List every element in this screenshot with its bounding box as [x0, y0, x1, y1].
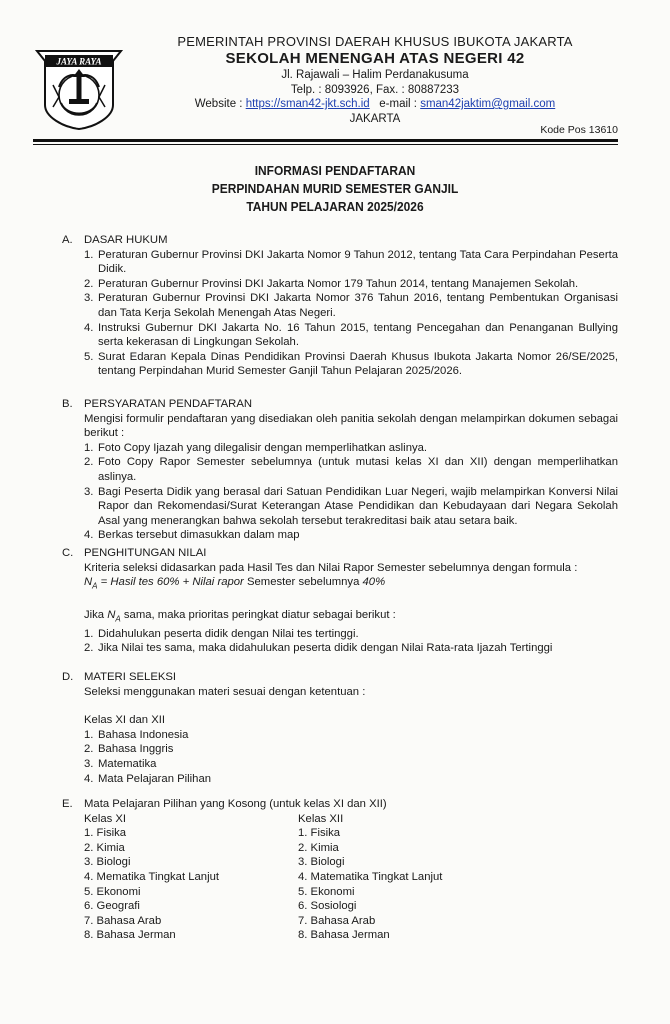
section-dasar-hukum: [62, 233, 618, 379]
section-intro: Seleksi menggunakan materi sesuai dengan ketentuan :: [84, 685, 366, 698]
list-item: 3. Peraturan Gubernur Provinsi DKI Jakarta Nomor 376 Tahun 2016, tentang Pembentukan Organisasi dan Tata Kerja Sekolah Menengah Atas Negeri.: [84, 292, 618, 319]
list-item: 3. Bagi Peserta Didik yang berasal dari Satuan Pendidikan Luar Negeri, wajib melampirkan Konversi Nilai Rapor dan Rekomendasi/Surat Keterangan Atase Pendidikan dan Kebudayaan dari Negara Sekolah Asal yang menerangkan bahwa sekolah tersebut terakreditasi baik atau setara baik.: [84, 485, 618, 527]
postal-code: Kode Pos 13610: [540, 124, 618, 136]
list-item: 8. Bahasa Jerman: [84, 929, 176, 942]
section-penghitungan-nilai: [62, 546, 618, 656]
section-letter: D.: [62, 671, 74, 683]
list-item: 2. Kimia: [84, 841, 125, 854]
section-title: PENGHITUNGAN NILAI: [84, 547, 207, 559]
section-intro: Mengisi formulir pendaftaran yang disediakan oleh panitia sekolah dengan melampirkan dokumen sebagai berikut :: [84, 412, 618, 440]
list-item: 4. Instruksi Gubernur DKI Jakarta No. 16 Tahun 2015, tentang Pencegahan dan Penanganan Bullying serta kekerasan di Lingkungan Sekolah.: [84, 321, 618, 349]
section-letter: B.: [62, 398, 73, 410]
title-line-1: INFORMASI PENDAFTARAN: [254, 163, 416, 178]
list-item: 3. Biologi: [298, 856, 345, 869]
header-divider-thick: [33, 139, 618, 142]
list-item: 1. Fisika: [84, 827, 127, 840]
email-link[interactable]: sman42jaktim@gmail.com: [420, 98, 556, 110]
website-label: Website :: [194, 98, 246, 110]
section-letter: C.: [62, 547, 74, 559]
section-heading: [62, 397, 618, 412]
list-item: 1. Foto Copy Ijazah yang dilegalisir dengan memperlihatkan aslinya.: [84, 441, 428, 454]
list-item: 1. Bahasa Indonesia: [84, 728, 189, 741]
list-item: 2. Bahasa Inggris: [84, 743, 174, 756]
requirements-list: [84, 441, 618, 543]
list-item: 2. Peraturan Gubernur Provinsi DKI Jakarta Nomor 179 Tahun 2014, tentang Manajemen Sekolah.: [84, 277, 579, 290]
list-item: 5. Surat Edaran Kepala Dinas Pendidikan Provinsi Daerah Khusus Ibukota Jakarta Nomor 26/SE/2025, tentang Perpindahan Murid Semester Ganjil Tahun Pelajaran 2025/2026.: [84, 350, 618, 378]
letterhead: [125, 34, 625, 126]
section-heading: [62, 546, 618, 561]
list-item: 1. Peraturan Gubernur Provinsi DKI Jakarta Nomor 9 Tahun 2012, tentang Tata Cara Perpindahan Peserta Didik.: [84, 248, 618, 276]
class-xi-column: [84, 812, 298, 943]
list-item: 8. Bahasa Jerman: [298, 929, 390, 942]
list-item: 7. Bahasa Arab: [84, 914, 162, 927]
government-name: PEMERINTAH PROVINSI DAERAH KHUSUS IBUKOTA JAKARTA: [177, 34, 573, 49]
elective-columns: [84, 812, 618, 943]
list-item: 5. Ekonomi: [298, 885, 355, 898]
column-label: Kelas XI: [84, 812, 127, 825]
list-item: 2. Kimia: [298, 841, 339, 854]
list-item: 4. Mata Pelajaran Pilihan: [84, 772, 212, 785]
list-item: 1. Fisika: [298, 827, 341, 840]
email-label: e-mail :: [379, 98, 421, 110]
svg-text:JAYA RAYA: JAYA RAYA: [56, 56, 102, 67]
list-item: 4. Matematika Tingkat Lanjut: [298, 870, 443, 883]
header-divider-thin: [33, 144, 618, 145]
title-line-2: PERPINDAHAN MURID SEMESTER GANJIL: [211, 181, 459, 196]
class-xii-column: [298, 812, 512, 943]
contact-line: [125, 97, 625, 112]
list-item: 7. Bahasa Arab: [298, 914, 376, 927]
list-item: 6. Geografi: [84, 900, 140, 913]
list-item: 2. Foto Copy Rapor Semester sebelumnya (untuk mutasi kelas XI dan XII) dengan memperlihatkan aslinya.: [84, 456, 618, 483]
school-phone: Telp. : 8093926, Fax. : 80887233: [290, 83, 460, 96]
section-heading: [62, 797, 618, 812]
subjects-list: [84, 728, 618, 786]
website-link[interactable]: https://sman42-jkt.sch.id: [245, 98, 370, 110]
score-formula: $N_A$ = Hasil tes 60% + Nilai rapor Semester sebelumnya 40%: [84, 576, 386, 591]
school-name: SEKOLAH MENENGAH ATAS NEGERI 42: [225, 50, 525, 67]
section-heading: [62, 670, 618, 685]
section-mapel-pilihan: [62, 797, 618, 943]
list-item: 5. Ekonomi: [84, 885, 141, 898]
section-letter: A.: [62, 234, 73, 246]
school-city: JAKARTA: [349, 112, 401, 125]
list-item: 4. Mematika Tingkat Lanjut: [84, 870, 220, 883]
section-title: MATERI SELEKSI: [84, 671, 177, 683]
section-intro: Kriteria seleksi didasarkan pada Hasil Tes dan Nilai Rapor Semester sebelumnya dengan formula :: [84, 561, 578, 574]
priority-intro: Jika $N_A$ sama, maka prioritas peringkat diatur sebagai berikut :: [84, 609, 396, 624]
list-item: 4. Berkas tersebut dimasukkan dalam map: [84, 529, 300, 542]
column-label: Kelas XII: [298, 812, 344, 825]
list-item: 6. Sosiologi: [298, 900, 357, 913]
section-title: PERSYARATAN PENDAFTARAN: [84, 398, 253, 410]
list-item: 3. Biologi: [84, 856, 131, 869]
section-heading: [62, 233, 618, 248]
list-item: 2. Jika Nilai tes sama, maka didahulukan peserta didik dengan Nilai Rata-rata Ijazah Tertinggi: [84, 642, 553, 655]
section-letter: E.: [62, 798, 73, 810]
section-title: Mata Pelajaran Pilihan yang Kosong (untuk kelas XI dan XII): [84, 798, 387, 810]
title-line-3: TAHUN PELAJARAN 2025/2026: [246, 199, 424, 214]
legal-basis-list: [84, 248, 618, 379]
class-label: Kelas XI dan XII: [84, 714, 166, 727]
list-item: 1. Didahulukan peserta didik dengan Nilai tes tertinggi.: [84, 627, 359, 640]
section-materi-seleksi: [62, 670, 618, 786]
priority-list: [84, 627, 618, 656]
jaya-raya-emblem: [33, 47, 125, 131]
school-address: Jl. Rajawali – Halim Perdanakusuma: [281, 69, 469, 81]
list-item: 3. Matematika: [84, 757, 157, 770]
section-title: DASAR HUKUM: [84, 234, 168, 246]
document-title: [27, 162, 643, 216]
section-persyaratan: [62, 397, 618, 543]
